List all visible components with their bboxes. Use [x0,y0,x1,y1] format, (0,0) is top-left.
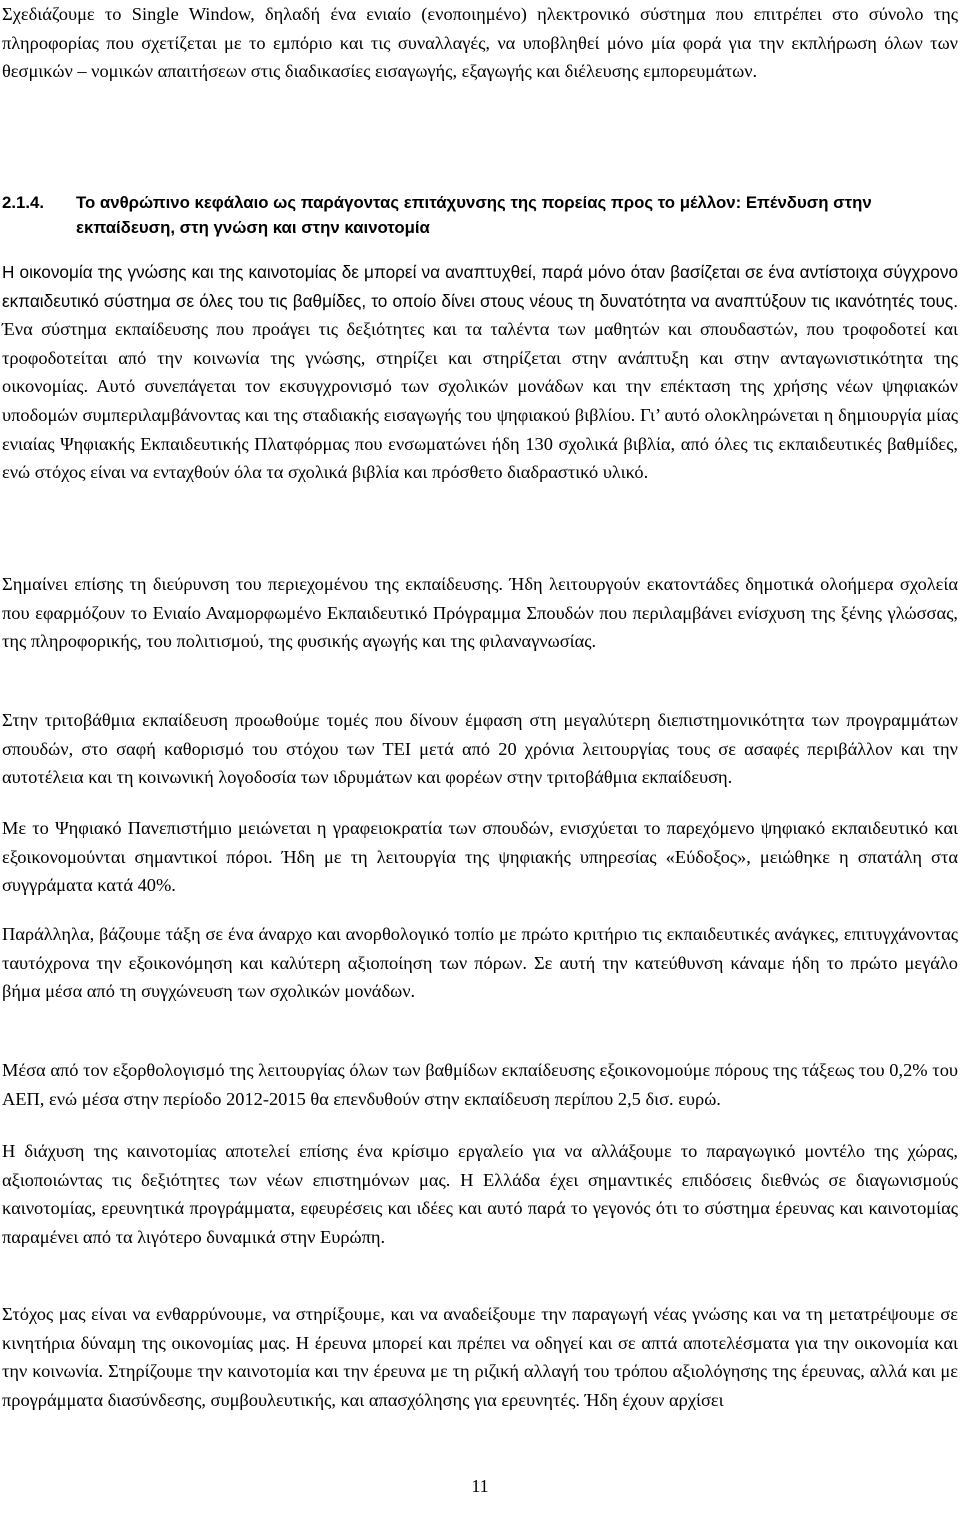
body-paragraph-5: Παράλληλα, βάζουμε τάξη σε ένα άναρχο και ανορθολογικό τοπίο με πρώτο κριτήριο τις εκπαιδευτικές ανάγκες, επιτυγχάνοντας ταυτόχρονα την εξοικονόμηση και καλύτερη αξιοποίηση των πόρων. Σε αυτή την κατεύθυνση κάναμε ήδη το πρώτο μεγάλο βήμα μέσα από τη συγχώνευση των σχολικών μονάδων. [2,924,958,1002]
body-paragraph-2: Σημαίνει επίσης τη διεύρυνση του περιεχομένου της εκπαίδευσης. Ήδη λειτουργούν εκατοντάδες δημοτικά ολοήμερα σχολεία που εφαρμόζουν το Ενιαίο Αναμορφωμένο Εκπαιδευτικό Πρόγραμμα Σπουδών που περιλαμβάνει ενίσχυση της ξένης γλώσσας, της πληροφορικής, του πολιτισμού, της φυσικής αγωγής και της φιλαναγνωσίας. [2,574,958,652]
paragraph-serif-text: Ένα σύστημα εκπαίδευσης που προάγει τις δεξιότητες και τα ταλέντα των μαθητών και σπουδαστών, που τροφοδοτεί και τροφοδοτείται από την κοινωνία της γνώσης, στηρίζει και στηρίζεται στην ανάπτυξη και στην ανταγωνιστικότητα της οικονομίας. Αυτό συνεπάγεται τον εκσυγχρονισμό των σχολικών μονάδων και την επέκταση της χρήσης νέων ψηφιακών υποδομών συμπεριλαμβάνοντας και της σταδιακής εισαγωγής του ψηφιακού βιβλίου. Γι’ αυτό ολοκληρώνεται η δημιουργία μίας ενιαίας Ψηφιακής Εκπαιδευτικής Πλατφόρμας που ενσωματώνει ήδη 130 σχολικά βιβλία, από όλες τις εκπαιδευτικές βαθμίδες, ενώ στόχος είναι να ενταχθούν όλα τα σχολικά βιβλία και πρόσθετο διαδραστικό υλικό. [2,319,958,483]
body-paragraph-3: Στην τριτοβάθμια εκπαίδευση προωθούμε τομές που δίνουν έμφαση στη μεγαλύτερη διεπιστημονικότητα των προγραμμάτων σπουδών, στο σαφή καθορισμό του στόχου των ΤΕΙ μετά από 20 χρόνια λειτουργίας τους σε ασαφές περιβάλλον και την αυτοτέλεια και τη κοινωνική λογοδοσία των ιδρυμάτων και φορέων στην τριτοβάθμια εκπαίδευση. [2,710,958,788]
body-paragraph-6: Μέσα από τον εξορθολογισμό της λειτουργίας όλων των βαθμίδων εκπαίδευσης εξοικονομούμε πόρους της τάξεως του 0,2% του ΑΕΠ, ενώ μέσα στην περίοδο 2012-2015 θα επενδυθούν στην εκπαίδευση περίπου 2,5 δισ. ευρώ. [2,1060,958,1109]
intro-paragraph: Σχεδιάζουμε το Single Window, δηλαδή ένα ενιαίο (ενοποιημένο) ηλεκτρονικό σύστημα που επιτρέπει στο σύνολο της πληροφορίας που σχετίζεται με το εμπόριο και τις συναλλαγές, να υποβληθεί μόνο μία φορά για την εκπλήρωση όλων των θεσμικών – νομικών απαιτήσεων στις διαδικασίες εισαγωγής, εξαγωγής και διέλευσης εμπορευμάτων. [2,4,958,82]
section-heading [2,190,958,240]
section-title: Το ανθρώπινο κεφάλαιο ως παράγοντας επιτάχυνσης της πορείας προς το μέλλον: Επένδυση στην εκπαίδευση, στη γνώση και στην καινοτομία [76,193,872,237]
body-paragraph-8: Στόχος μας είναι να ενθαρρύνουμε, να στηρίξουμε, και να αναδείξουμε την παραγωγή νέας γνώσης και να τη μετατρέψουμε σε κινητήρια δύναμη της οικονομίας μας. Η έρευνα μπορεί και πρέπει να οδηγεί και σε απτά αποτελέσματα για την οικονομία και την κοινωνία. Στηρίζουμε την καινοτομία και την έρευνα με τη ριζική αλλαγή του τρόπου αξιολόγησης της έρευνας, αλλά και με προγράμματα διασύνδεσης, συμβουλευτικής, και απασχόλησης για ερευνητές. Ήδη έχουν αρχίσει [2,1304,958,1410]
body-paragraph-7: Η διάχυση της καινοτομίας αποτελεί επίσης ένα κρίσιμο εργαλείο για να αλλάξουμε το παραγωγικό μοντέλο της χώρας, αξιοποιώντας τις δεξιότητες των νέων επιστημόνων μας. Η Ελλάδα έχει σημαντικές επιδόσεις διεθνώς σε διαγωνισμούς καινοτομίας, ερευνητικά προγράμματα, εφευρέσεις και ιδέες και αυτό παρά το γεγονός ότι το σύστημα έρευνας και καινοτομίας παραμένει από τα λιγότερο δυναμικά στην Ευρώπη. [2,1141,958,1247]
body-paragraph-1 [2,258,958,487]
paragraph-sans-text: Η οικονομία της γνώσης και της καινοτομίας δε μπορεί να αναπτυχθεί, παρά μόνο όταν βασίζεται σε ένα αντίστοιχα σύγχρονο εκπαιδευτικό σύστημα σε όλες του τις βαθμίδες, το οποίο δίνει στους νέους τη δυνατότητα να αναπτύξουν τις ικανότητές τους. [2,262,958,311]
page-number: 11 [471,1476,489,1496]
body-paragraph-4: Με το Ψηφιακό Πανεπιστήμιο μειώνεται η γραφειοκρατία των σπουδών, ενισχύεται το παρεχόμενο ψηφιακό εκπαιδευτικό και εξοικονομούνται σημαντικοί πόροι. Ήδη με τη λειτουργία της ψηφιακής υπηρεσίας «Εύδοξος», μειώθηκε η σπατάλη στα συγγράματα κατά 40%. [2,818,958,896]
section-number: 2.1.4. [2,193,44,212]
